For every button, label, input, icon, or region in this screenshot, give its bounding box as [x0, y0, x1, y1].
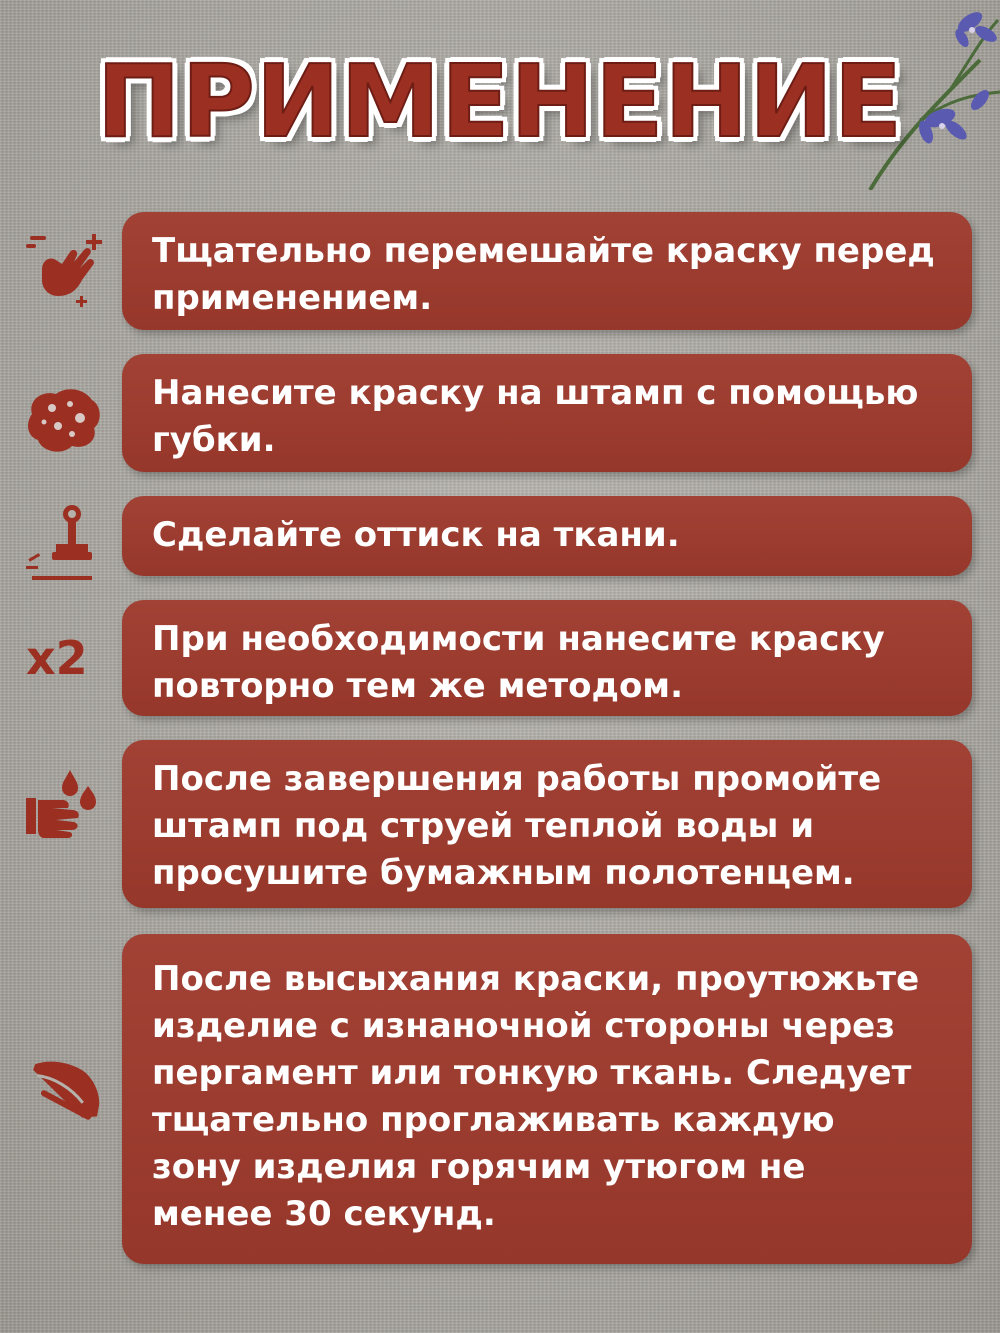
- step-text: Сделайте оттиск на ткани.: [152, 515, 680, 555]
- step-text: После высыхания краски, проутюжьте изделие с изнаночной стороны через пергамент или тонкую ткань. Следует тщательно проглаживать каждую зону изделия горячим утюгом не менее 30 секунд.: [152, 959, 920, 1234]
- step-text: После завершения работы промойте штамп под струей теплой воды и просушите бумажным полотенцем.: [152, 759, 882, 893]
- page-title: ПРИМЕНЕНИЕ: [96, 43, 904, 160]
- step-text: При необходимости нанесите краску повторно тем же методом.: [152, 619, 885, 706]
- stamp-icon: [22, 502, 106, 586]
- step-card: [122, 354, 972, 472]
- step-card: [122, 496, 972, 576]
- step-card: [122, 934, 972, 1264]
- step-card: [122, 212, 972, 330]
- x2-icon: x2: [26, 631, 88, 685]
- step-text: Нанесите краску на штамп с помощью губки.: [152, 373, 919, 460]
- hands-mixing-icon: [22, 230, 106, 314]
- sponge-icon: [22, 378, 106, 462]
- step-text: Тщательно перемешайте краску перед применением.: [152, 231, 935, 318]
- step-card: [122, 600, 972, 716]
- washing-hand-icon: [22, 768, 106, 852]
- step-card: [122, 740, 972, 908]
- iron-icon: [18, 1056, 110, 1136]
